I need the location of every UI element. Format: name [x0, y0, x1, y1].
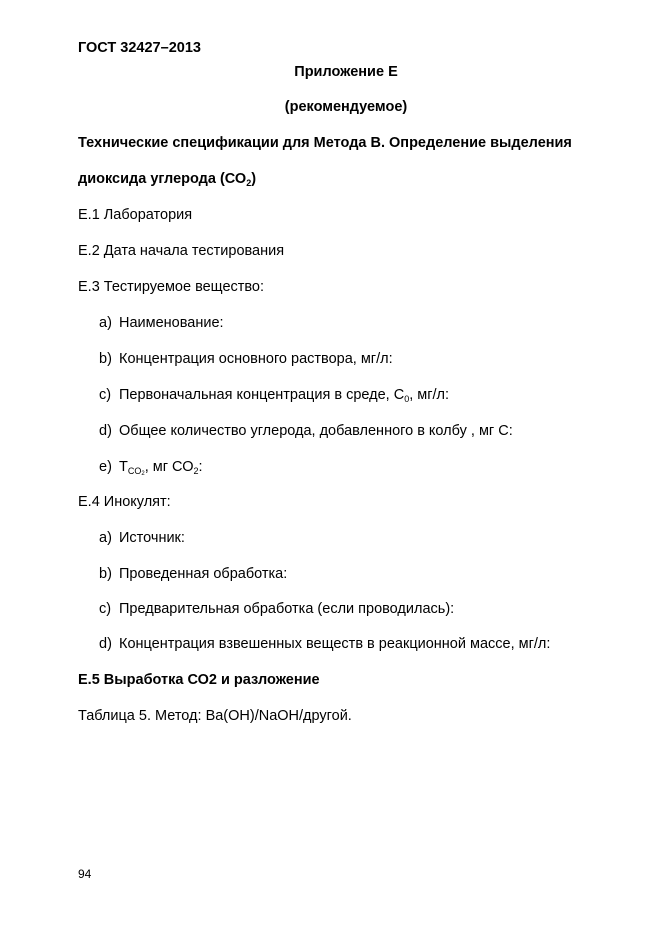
table-caption: Таблица 5. Метод: Ва(ОН)/NaОН/другой.: [78, 708, 352, 724]
standard-header: ГОСТ 32427–2013: [78, 40, 201, 56]
item-e3-c: c) Первоначальная концентрация в среде, $С_0$, мг/л:: [99, 387, 450, 404]
item-e3-a: a) Наименование:: [99, 315, 224, 331]
item-e3-b: b) Концентрация основного раствора, мг/л:: [99, 351, 393, 367]
appendix-status: (рекомендуемое): [284, 99, 408, 115]
item-e3-d: d) Общее количество углерода, добавленного в колбу , мг С:: [99, 423, 513, 439]
section-heading-line1: Технические спецификации для Метода В. Определение выделения: [78, 135, 572, 151]
item-e1: Е.1 Лаборатория: [78, 207, 193, 223]
item-e3-e: e) $Т_{CO2}$, мг $СО_2$:: [99, 459, 203, 477]
item-e4-b: b) Проведенная обработка:: [99, 566, 288, 582]
page-number: 94: [78, 867, 92, 881]
section-heading-line2: диоксида углерода $(СО_2)$: [78, 171, 257, 188]
item-e4: Е.4 Инокулят:: [78, 494, 171, 510]
appendix-title: Приложение Е: [294, 64, 398, 80]
item-e4-c: c) Предварительная обработка (если проводилась):: [99, 601, 455, 617]
item-e5: Е.5 Выработка СО2 и разложение: [78, 672, 320, 688]
item-e2: Е.2 Дата начала тестирования: [78, 243, 285, 259]
item-e4-a: a) Источник:: [99, 530, 185, 546]
item-e4-d: d) Концентрация взвешенных веществ в реакционной массе, мг/л:: [99, 636, 551, 652]
item-e3: Е.3 Тестируемое вещество:: [78, 279, 265, 295]
